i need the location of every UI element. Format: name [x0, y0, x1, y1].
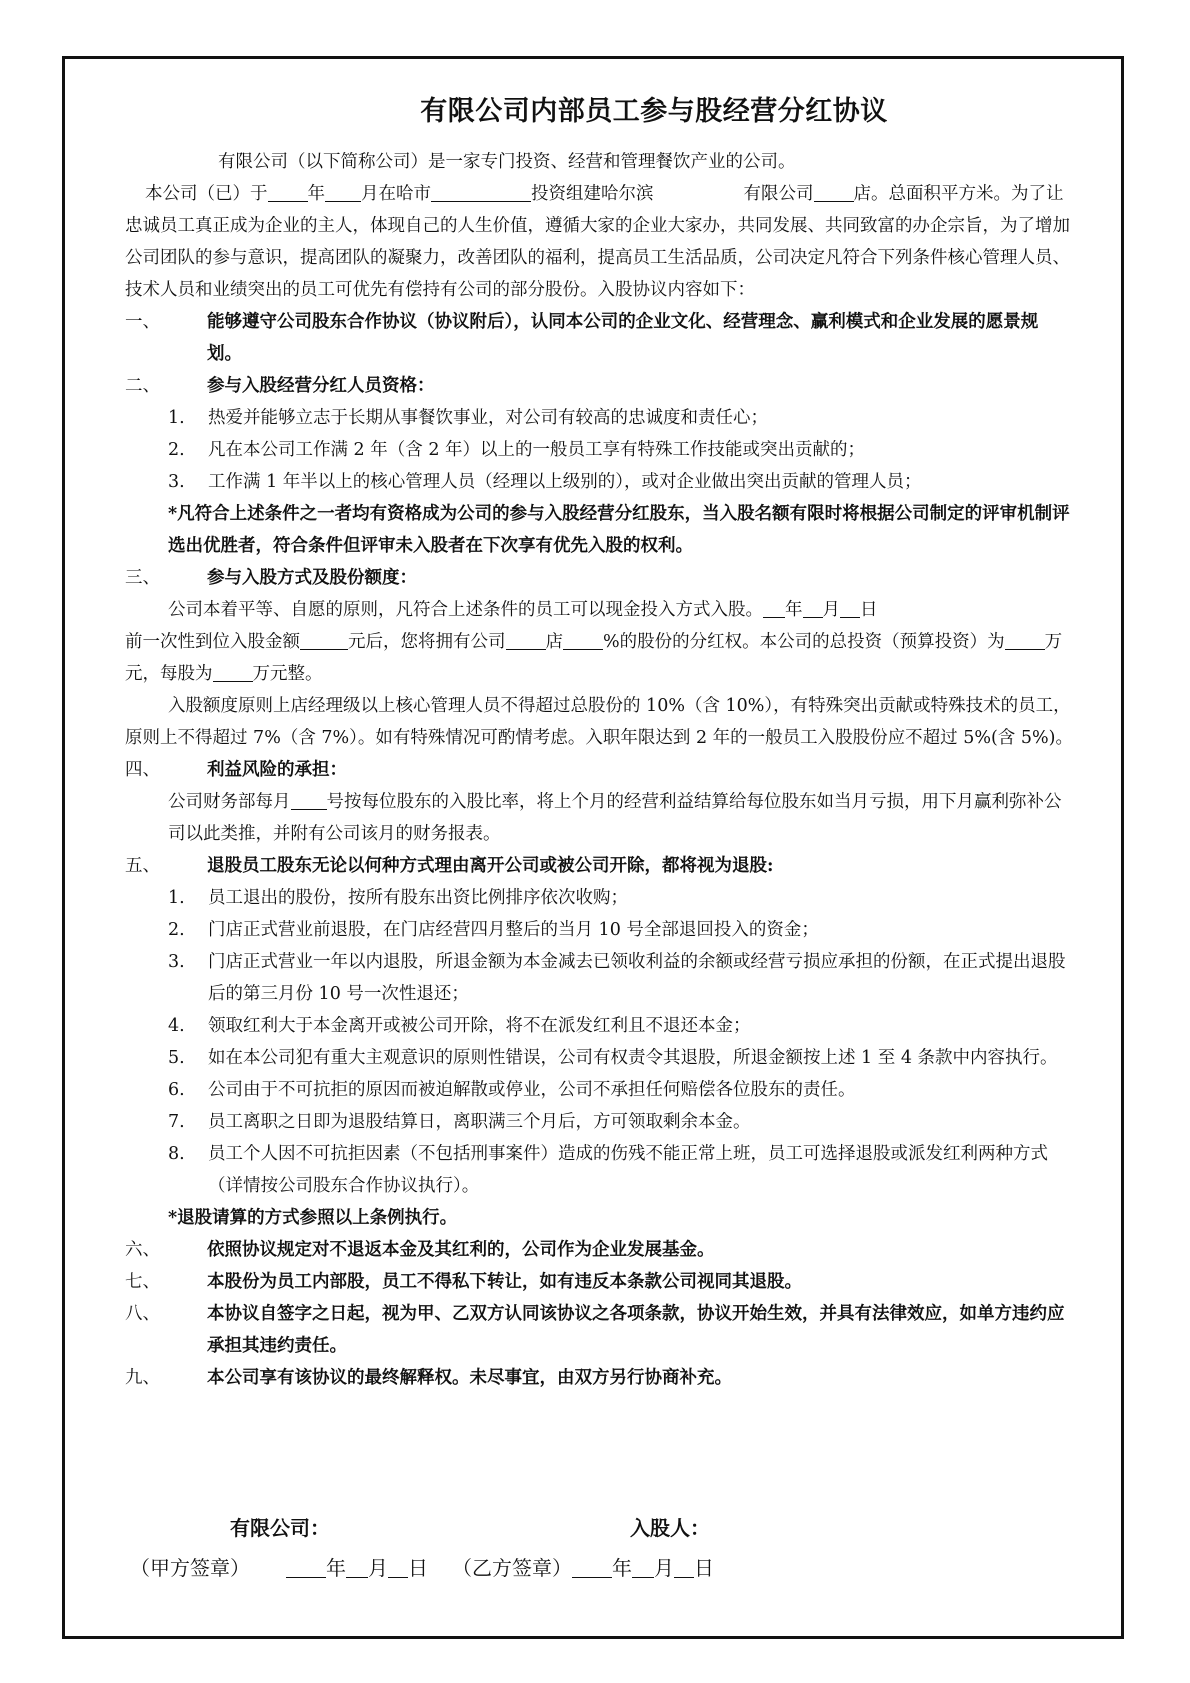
list-item: 1. 热爱并能够立志于长期从事餐饮事业，对公司有较高的忠诚度和责任心；	[168, 408, 768, 428]
party-a-label: 有限公司：	[230, 1516, 330, 1540]
list-item: 3. 门店正式营业一年以内退股，所退金额为本金减去已领收利益的余额或经营亏损应承担的份额，在正式提出退股后的第三月份 10 号一次性退还；	[168, 952, 1066, 1004]
section-8: 八、 本协议自签字之日起，视为甲、乙双方认同该协议之各项条款，协议开始生效，并具有法律效应，如单方违约应承担其违约责任。	[125, 1304, 1065, 1356]
party-b-seal: （乙方签章）	[452, 1556, 572, 1580]
list-item: 1. 员工退出的股份，按所有股东出资比例排序依次收购；	[168, 888, 628, 908]
blank-year	[268, 181, 308, 202]
party-a-seal: （甲方签章）	[130, 1556, 250, 1580]
intro-paragraph-1: 有限公司（以下简称公司）是一家专门投资、经营和管理餐饮产业的公司。	[218, 152, 796, 172]
section-4-paragraph: 公司财务部每月 号按每位股东的入股比率，将上个月的经营利益结算给每位股东如当月亏损，用下月赢利弥补公司以此类推，并附有公司该月的财务报表。	[125, 786, 1073, 850]
list-item: 6. 公司由于不可抗拒的原因而被迫解散或停业，公司不承担任何赔偿各位股东的责任。	[168, 1080, 856, 1100]
section-1: 一、 能够遵守公司股东合作协议（协议附后），认同本公司的企业文化、经营理念、赢利模式和企业发展的愿景规划。	[125, 312, 1039, 364]
section-3-paragraph-1: 公司本着平等、自愿的原则，凡符合上述条件的员工可以现金投入方式入股。 年 月 日	[125, 594, 1073, 626]
list-item: 7. 员工离职之日即为退股结算日，离职满三个月后，方可领取剩余本金。	[168, 1112, 751, 1132]
section-5-note: *退股请算的方式参照以上条例执行。	[168, 1208, 458, 1228]
intro-paragraph-2: 本公司（已）于 年 月在哈市 投资组建哈尔滨 有限公司 店。总面积平方米。为了让忠诚员工真正成为企业的主人，体现自己的人生价值，遵循大家的企业大家办，共同发展、共同致富的办企宗旨，为了增加公司团队的参与意识，提高团队的凝聚力，改善团队的福利，提高员工生活品质，公司决定凡符合下列条件核心管理人员、技术人员和业绩突出的员工可优先有偿持有公司的部分股份。入股协议内容如下：	[125, 178, 1073, 306]
section-4-heading: 四、 利益风险的承担：	[125, 760, 347, 780]
signature-date-row: （甲方签章） 年 月 日 （乙方签章） 年 月 日	[130, 1556, 714, 1580]
blank-store	[814, 181, 854, 202]
blank-location	[431, 181, 531, 202]
section-9: 九、 本公司享有该协议的最终解释权。未尽事宜，由双方另行协商补充。	[125, 1368, 732, 1388]
section-3-paragraph-2: 前一次性到位入股金额 元后，您将拥有公司 店 %的股份的分红权。本公司的总投资（预算投资）为 万元，每股为 万元整。	[125, 626, 1073, 690]
list-item: 4. 领取红利大于本金离开或被公司开除，将不在派发红利且不退还本金；	[168, 1016, 751, 1036]
list-item: 2. 凡在本公司工作满 2 年（含 2 年）以上的一般员工享有特殊工作技能或突出贡献的；	[168, 440, 866, 460]
section-3-heading: 三、 参与入股方式及股份额度：	[125, 568, 417, 588]
list-item: 3. 工作满 1 年半以上的核心管理人员（经理以上级别的），或对企业做出突出贡献的管理人员；	[168, 472, 922, 492]
signature-block	[130, 1512, 1030, 1581]
page-title: 有限公司内部员工参与股经营分红协议	[420, 96, 888, 127]
section-6: 六、 依照协议规定对不退返本金及其红利的，公司作为企业发展基金。	[125, 1240, 715, 1260]
section-2-heading: 二、 参与入股经营分红人员资格：	[125, 376, 435, 396]
section-7: 七、 本股份为员工内部股，员工不得私下转让，如有违反本条款公司视同其退股。	[125, 1272, 802, 1292]
blank-month	[325, 181, 361, 202]
party-b-label: 入股人：	[630, 1516, 710, 1540]
sign-a-year-blank	[286, 1557, 326, 1578]
list-item: 8. 员工个人因不可抗拒因素（不包括刑事案件）造成的伤残不能正常上班，员工可选择退股或派发红利两种方式（详情按公司股东合作协议执行）。	[168, 1144, 1048, 1196]
section-3-paragraph-3: 入股额度原则上店经理级以上核心管理人员不得超过总股份的 10%（含 10%），有特殊突出贡献或特殊技术的员工，原则上不得超过 7%（含 7%）。如有特殊情况可酌情考虑。入职年限达到 2 年的一般员工入股股份应不超过 5%(含 5%)。	[125, 696, 1073, 748]
agreement-body	[125, 92, 1073, 1394]
list-item: 2. 门店正式营业前退股，在门店经营四月整后的当月 10 号全部退回投入的资金；	[168, 920, 819, 940]
list-item: 5. 如在本公司犯有重大主观意识的原则性错误，公司有权责令其退股，所退金额按上述 1 至 4 条款中内容执行。	[168, 1048, 1058, 1068]
section-2-note: *凡符合上述条件之一者均有资格成为公司的参与入股经营分红股东，当入股名额有限时将根据公司制定的评审机制评选出优胜者，符合条件但评审未入股者在下次享有优先入股的权利。	[168, 504, 1070, 556]
sign-b-year-blank	[572, 1557, 612, 1578]
section-5-heading: 五、 退股员工股东无论以何种方式理由离开公司或被公司开除，都将视为退股:	[125, 856, 774, 876]
